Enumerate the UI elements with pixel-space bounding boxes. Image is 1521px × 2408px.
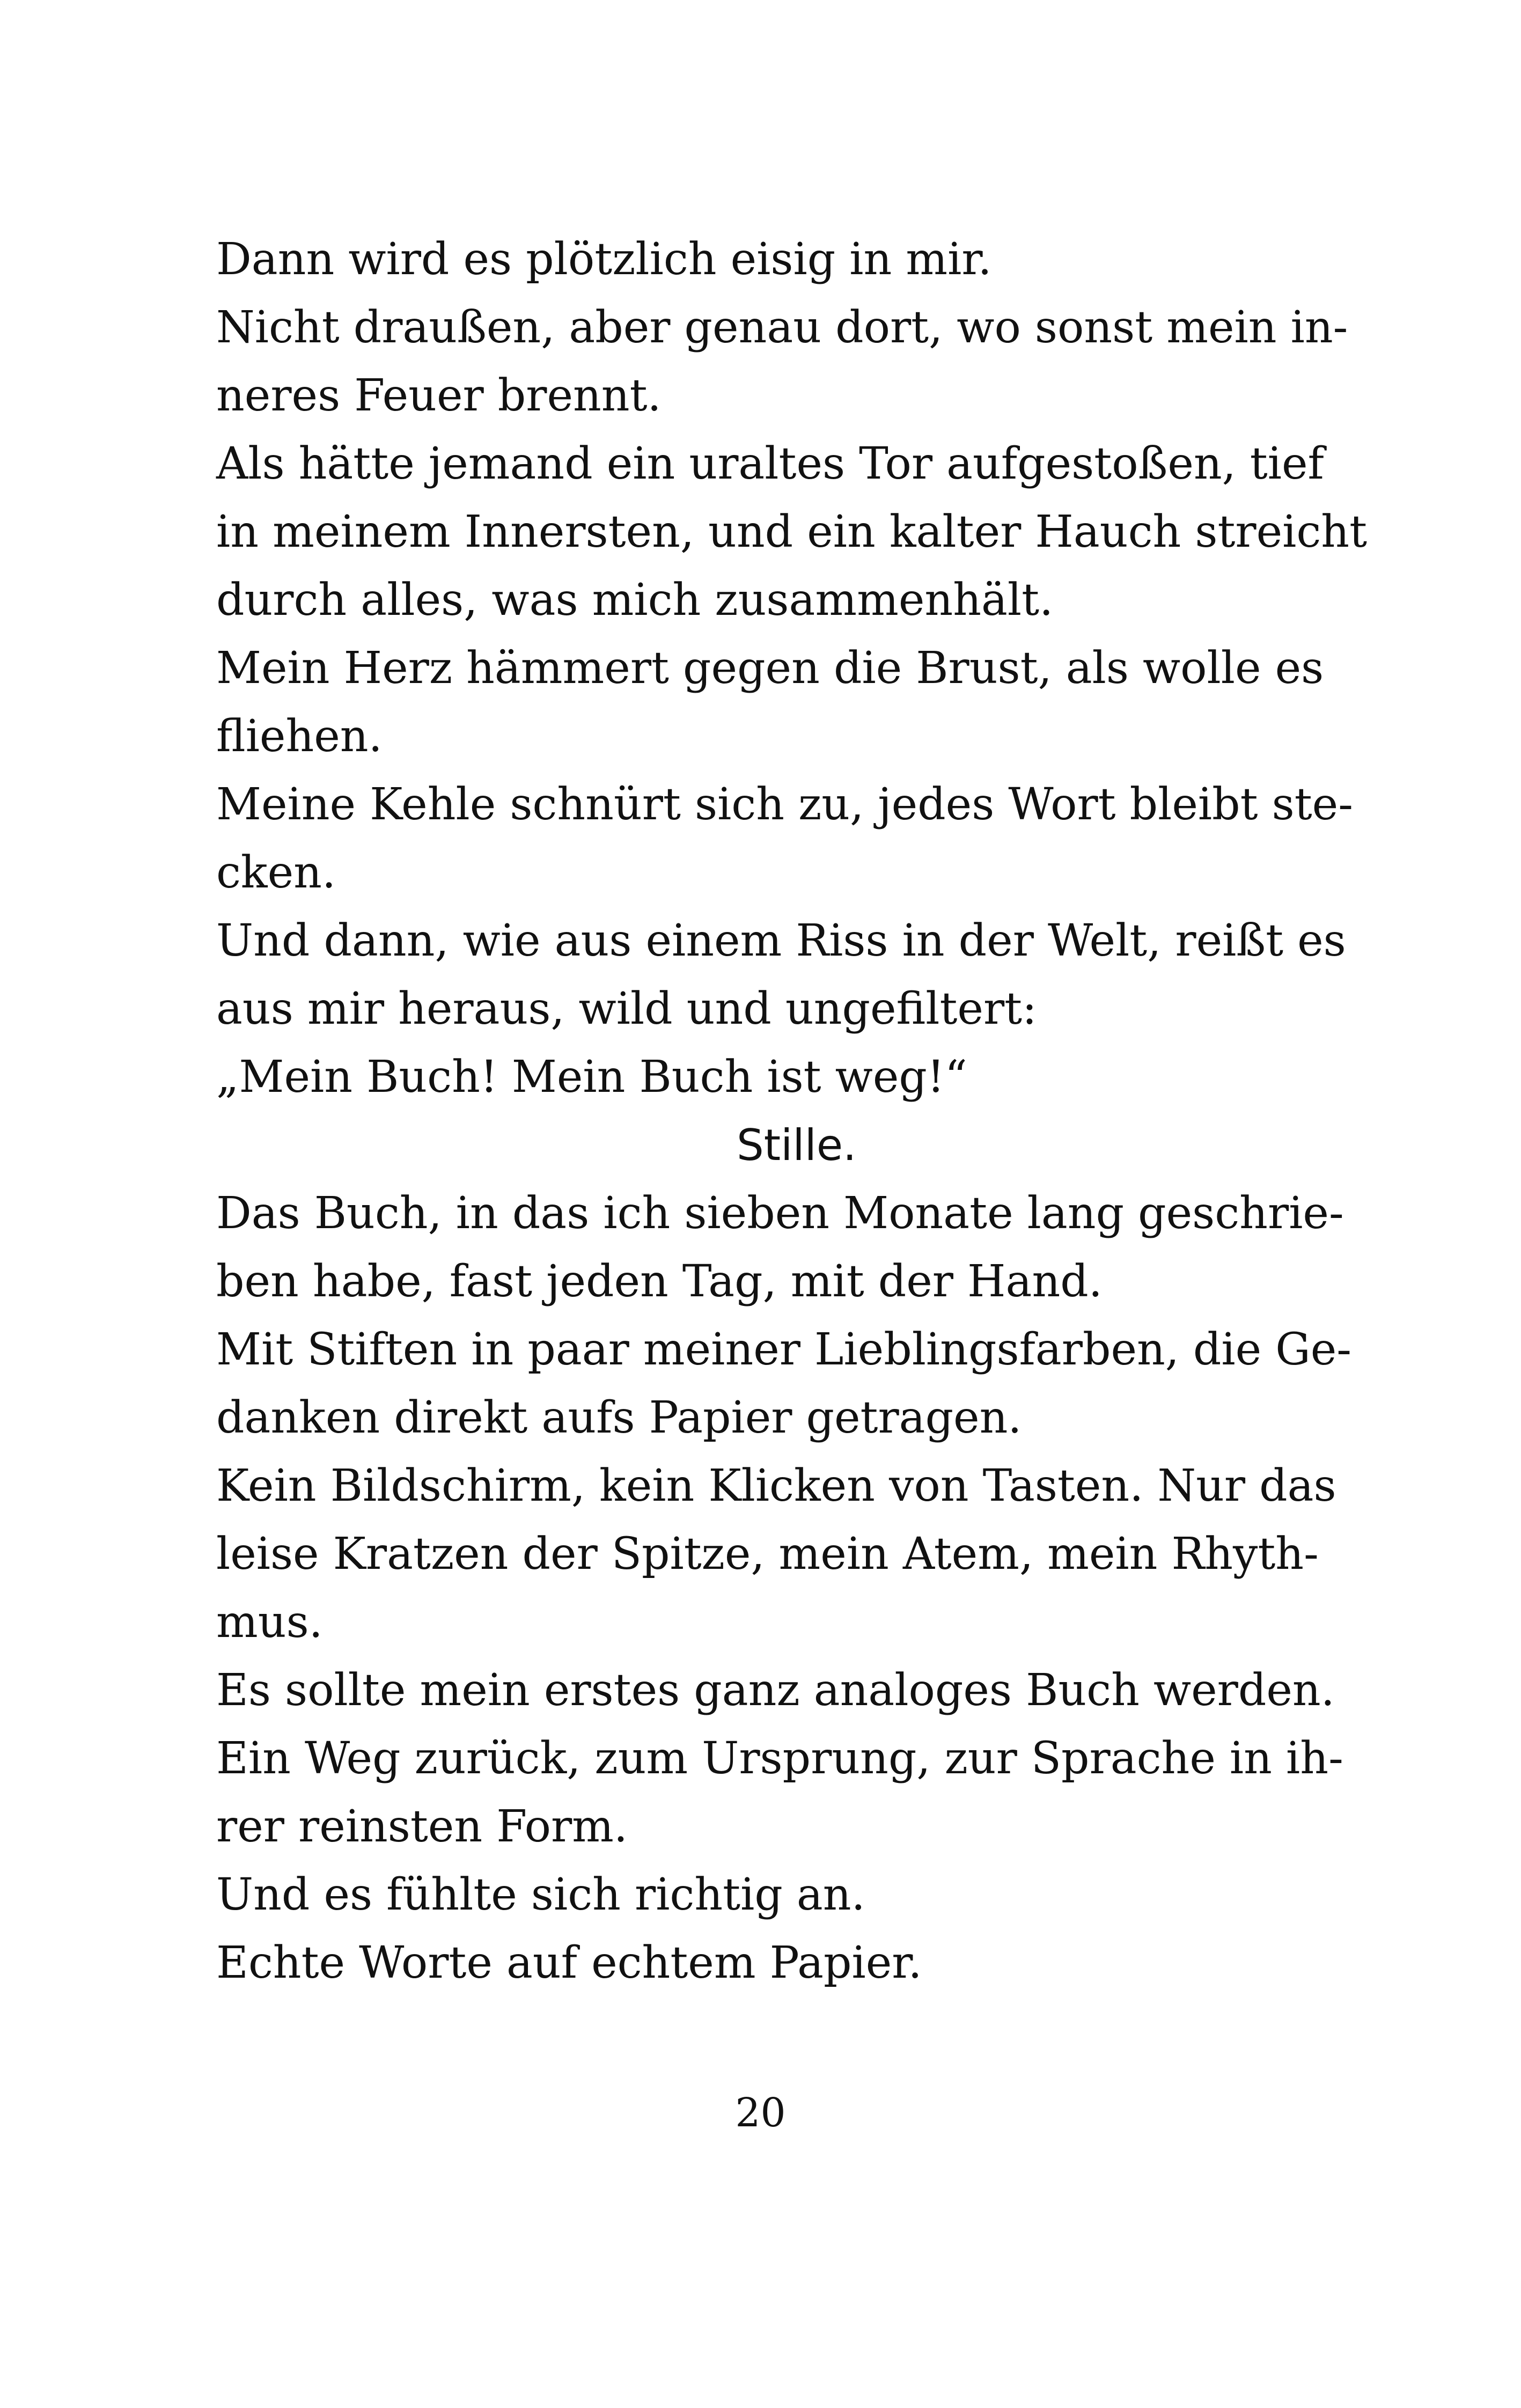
text-line: Das Buch, in das ich sieben Monate lang geschrie- [216,1188,1344,1239]
text-line: Echte Worte auf echtem Papier. [216,1937,922,1988]
text-line: Ein Weg zurück, zum Ursprung, zur Sprache in ih- [216,1733,1343,1784]
text-line: danken direkt aufs Papier getragen. [216,1392,1022,1443]
text-line: „Mein Buch! Mein Buch ist weg!“ [216,1052,967,1103]
text-line: fliehen. [216,711,383,762]
text-line: Und es fühlte sich richtig an. [216,1869,865,1920]
text-line: rer reinsten Form. [216,1801,628,1852]
body-text [216,225,1368,1997]
text-line: Und dann, wie aus einem Riss in der Welt, reißt es [216,915,1346,966]
text-line: ben habe, fast jeden Tag, mit der Hand. [216,1256,1103,1307]
text-line: Als hätte jemand ein uraltes Tor aufgestoßen, tief [216,438,1324,489]
text-line: Meine Kehle schnürt sich zu, jedes Wort bleibt ste- [216,779,1353,830]
text-line: in meinem Innersten, und ein kalter Hauch streicht [216,506,1368,557]
text-line: Mit Stiften in paar meiner Lieblingsfarben, die Ge- [216,1324,1351,1375]
text-line: Es sollte mein erstes ganz analoges Buch werden. [216,1665,1335,1716]
text-line: mus. [216,1597,323,1648]
text-line: Mein Herz hämmert gegen die Brust, als wolle es [216,643,1324,694]
text-line: aus mir heraus, wild und ungefiltert: [216,983,1037,1034]
text-line: leise Kratzen der Spitze, mein Atem, mein Rhyth- [216,1529,1319,1580]
text-line: neres Feuer brennt. [216,370,662,421]
text-line: Kein Bildschirm, kein Klicken von Tasten. Nur das [216,1460,1336,1511]
text-line: cken. [216,847,336,898]
text-line: Nicht draußen, aber genau dort, wo sonst mein in- [216,302,1348,353]
centered-line: Stille. [737,1120,857,1170]
text-line: Dann wird es plötzlich eisig in mir. [216,234,992,285]
page-number: 20 [735,2090,786,2136]
text-line: durch alles, was mich zusammenhält. [216,575,1054,626]
